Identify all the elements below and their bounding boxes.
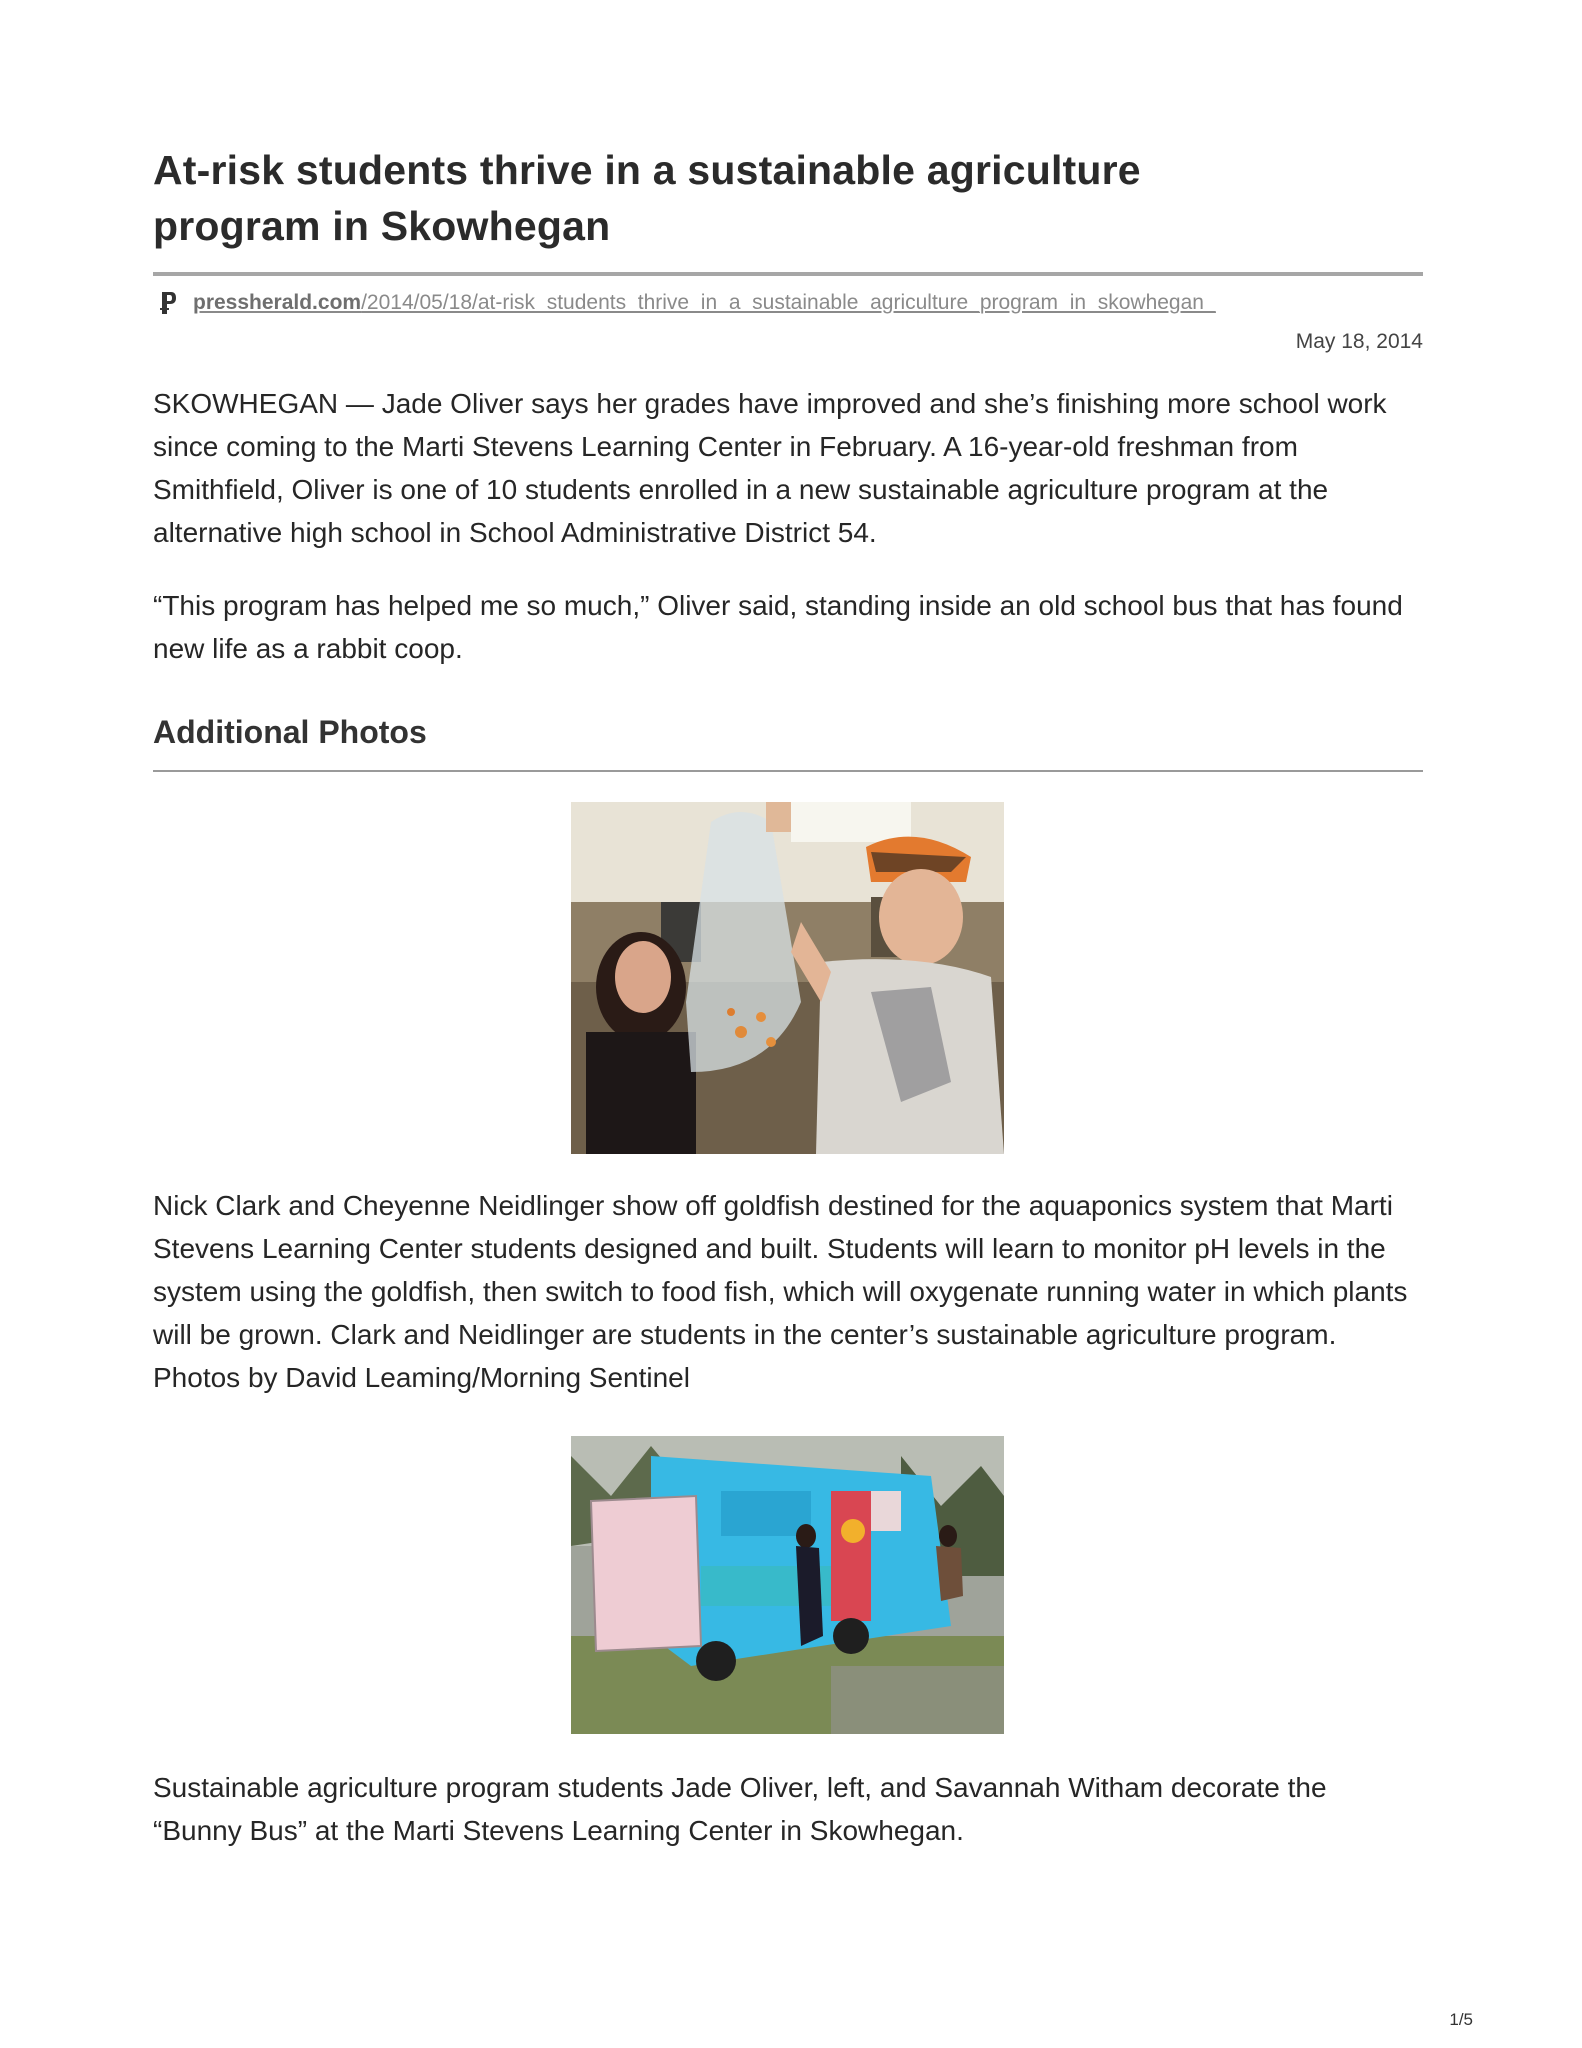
- article-page: [153, 142, 1423, 1852]
- title-divider: [153, 272, 1423, 276]
- article-title-line1: At-risk students thrive in a sustainable agriculture: [153, 147, 1141, 193]
- article-paragraph-1: SKOWHEGAN — Jade Oliver says her grades have improved and she’s finishing more school work since coming to the Marti Stevens Learning Center in February. A 16-year-old freshman from Smithfield, Oliver is one of 10 students enrolled in a new sustainable agriculture program at the alternative high school in School Administrative District 54.: [153, 388, 1387, 548]
- press-herald-logo-icon: [159, 290, 177, 316]
- article-date: May 18, 2014: [1295, 330, 1423, 353]
- source-row: [153, 288, 1423, 318]
- photo-caption-1: Nick Clark and Cheyenne Neidlinger show off goldfish destined for the aquaponics system that Marti Stevens Learning Center students designed and built. Students will learn to monitor pH levels in the system using the goldfish, then switch to food fish, which will oxygenate running water in which plants will be grown. Clark and Neidlinger are students in the center’s sustainable agriculture program. Photos by David Leaming/Morning Sentinel: [153, 1190, 1408, 1393]
- section-divider: [153, 770, 1423, 772]
- section-heading: Additional Photos: [153, 714, 427, 750]
- article-title-line2: program in Skowhegan: [153, 203, 611, 249]
- page-number: 1/5: [1449, 2010, 1473, 2029]
- source-path: /2014/05/18/at-risk_students_thrive_in_a_sustainable_agriculture_program_in_skowhegan_: [361, 291, 1216, 314]
- source-domain: pressherald.com: [193, 291, 362, 314]
- photo-caption-2: Sustainable agriculture program students Jade Oliver, left, and Savannah Witham decorate the “Bunny Bus” at the Marti Stevens Learning Center in Skowhegan.: [153, 1772, 1327, 1846]
- article-paragraph-2: “This program has helped me so much,” Oliver said, standing inside an old school bus that has found new life as a rabbit coop.: [153, 590, 1403, 664]
- bunny-bus-photo: [571, 1436, 1004, 1734]
- goldfish-photo: [571, 802, 1004, 1154]
- source-link[interactable]: [193, 291, 1216, 315]
- article-title: [153, 142, 1423, 254]
